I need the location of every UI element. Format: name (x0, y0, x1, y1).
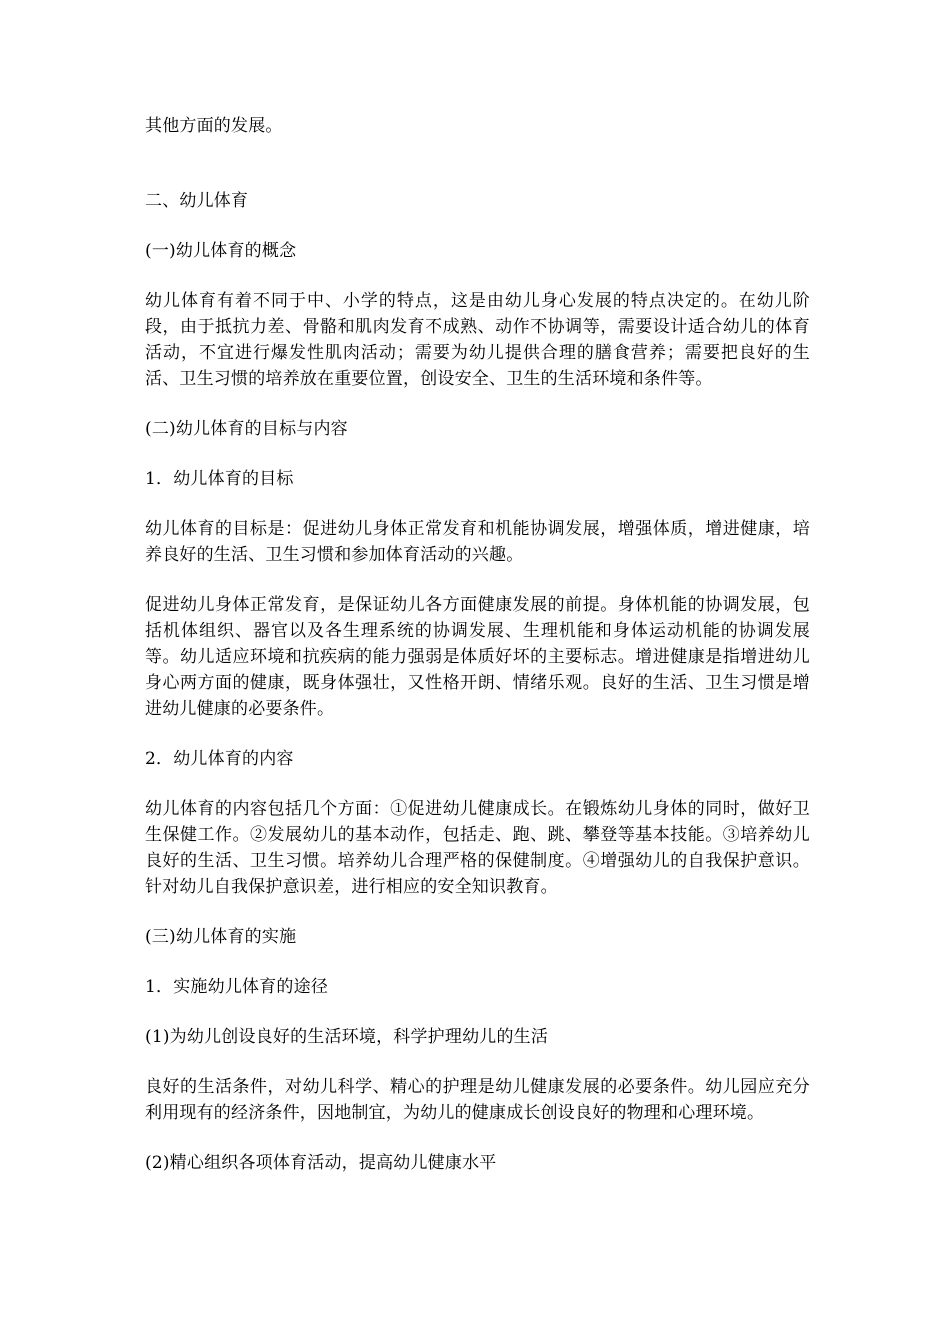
item-heading: 1．实施幼儿体育的途径 (145, 977, 329, 997)
body-paragraph: 幼儿体育的内容包括几个方面：①促进幼儿健康成长。在锻炼幼儿身体的同时，做好卫生保健工作。②发展幼儿的基本动作，包括走、跑、跳、攀登等基本技能。③培养幼儿良好的生活、卫生习惯。培养幼儿合理严格的保健制度。④增强幼儿的自我保护意识。针对幼儿自我保护意识差，进行相应的安全知识教育。 (145, 799, 810, 897)
body-paragraph: 促进幼儿身体正常发育，是保证幼儿各方面健康发展的前提。身体机能的协调发展，包括机体组织、器官以及各生理系统的协调发展、生理机能和身体运动机能的协调发展等。幼儿适应环境和抗疾病的能力强弱是体质好坏的主要标志。增进健康是指增进幼儿身心两方面的健康，既身体强壮，又性格开朗、情绪乐观。良好的生活、卫生习惯是增进幼儿健康的必要条件。 (145, 595, 810, 719)
subsection-heading: (三)幼儿体育的实施 (145, 927, 297, 947)
subsection-heading: (二)幼儿体育的目标与内容 (145, 419, 348, 439)
spacer (145, 492, 810, 516)
spacer (145, 264, 810, 288)
spacer (145, 214, 810, 238)
section-heading: 二、幼儿体育 (145, 191, 249, 211)
paragraph-continuation: 其他方面的发展。 (145, 116, 283, 136)
spacer (145, 139, 810, 188)
body-paragraph: 幼儿体育有着不同于中、小学的特点，这是由幼儿身心发展的特点决定的。在幼儿阶段，由于抵抗力差、骨骼和肌肉发育不成熟、动作不协调等，需要设计适合幼儿的体育活动，不宜进行爆发性肌肉活动；需要为幼儿提供合理的膳食营养；需要把良好的生活、卫生习惯的培养放在重要位置，创设安全、卫生的生活环境和条件等。 (145, 291, 810, 389)
spacer (145, 772, 810, 796)
spacer (145, 950, 810, 974)
sub-item-heading: (2)精心组织各项体育活动，提高幼儿健康水平 (145, 1153, 497, 1173)
item-heading: 2．幼儿体育的内容 (145, 749, 294, 769)
spacer (145, 900, 810, 924)
spacer (145, 722, 810, 746)
spacer (145, 392, 810, 416)
sub-item-heading: (1)为幼儿创设良好的生活环境，科学护理幼儿的生活 (145, 1027, 549, 1047)
spacer (145, 1050, 810, 1074)
spacer (145, 1126, 810, 1150)
subsection-heading: (一)幼儿体育的概念 (145, 241, 297, 261)
item-heading: 1．幼儿体育的目标 (145, 469, 294, 489)
spacer (145, 442, 810, 466)
spacer (145, 1000, 810, 1024)
body-paragraph: 良好的生活条件，对幼儿科学、精心的护理是幼儿健康发展的必要条件。幼儿园应充分利用现有的经济条件，因地制宜，为幼儿的健康成长创设良好的物理和心理环境。 (145, 1077, 810, 1123)
spacer (145, 568, 810, 592)
body-paragraph: 幼儿体育的目标是：促进幼儿身体正常发育和机能协调发展，增强体质，增进健康，培养良好的生活、卫生习惯和参加体育活动的兴趣。 (145, 519, 810, 565)
document-body (145, 113, 810, 1176)
